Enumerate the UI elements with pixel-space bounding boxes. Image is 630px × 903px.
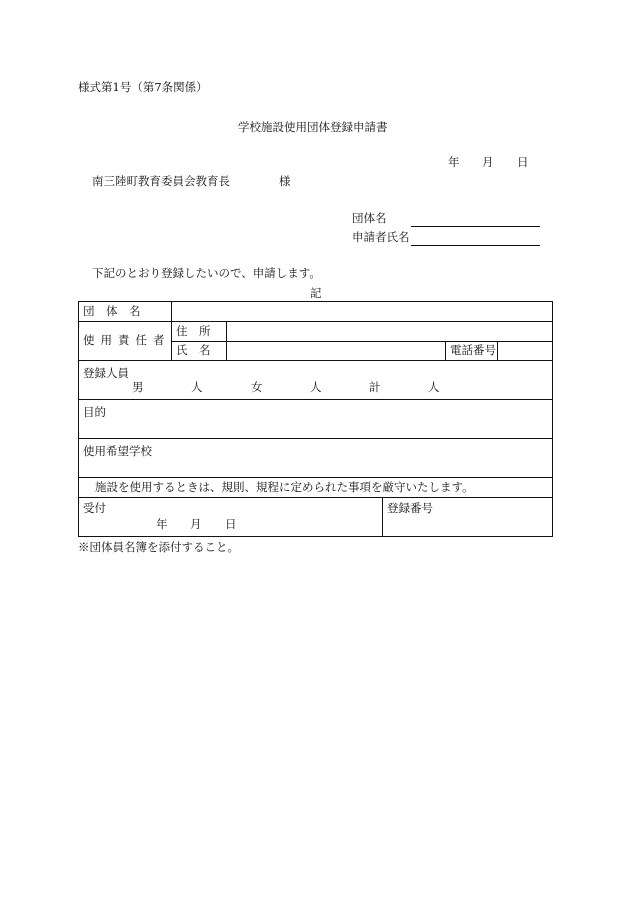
desired-school-field[interactable]	[79, 439, 553, 478]
name-field[interactable]	[227, 342, 446, 361]
group-name-label-cell	[79, 302, 172, 322]
female-label: 女	[251, 379, 263, 394]
male-unit: 人	[191, 379, 203, 394]
date-year: 年	[448, 155, 460, 169]
footnote: ※団体員名簿を添付すること。	[78, 540, 239, 554]
group-name-cell-label: 団 体 名	[83, 303, 141, 318]
ki-label: 記	[310, 286, 322, 300]
pledge-text: 施設を使用するときは、規則、規程に定められた事項を厳守いたします。	[95, 479, 474, 494]
group-name-line[interactable]	[411, 226, 540, 227]
reception-year: 年	[156, 516, 168, 531]
purpose-label: 目的	[83, 405, 106, 419]
male-label: 男	[132, 379, 144, 394]
responsible-person-label-cell	[79, 322, 172, 361]
purpose-field[interactable]	[79, 400, 553, 439]
address-field[interactable]	[227, 322, 553, 342]
application-table	[78, 301, 553, 537]
date-month: 月	[482, 155, 494, 169]
female-unit: 人	[310, 379, 322, 394]
reception-label: 受付	[83, 501, 106, 515]
applicant-name-line[interactable]	[411, 245, 540, 246]
reception-day: 日	[225, 516, 237, 531]
recipient: 南三陸町教育委員会教育長	[92, 174, 230, 188]
members-label: 登録人員	[83, 366, 129, 380]
honorific: 様	[279, 174, 291, 188]
desired-school-label: 使用希望学校	[83, 444, 152, 458]
responsible-person-label: 使用責任者	[83, 333, 171, 348]
phone-label: 電話番号	[450, 343, 496, 358]
reception-cell	[79, 498, 383, 537]
registration-number-label: 登録番号	[387, 501, 433, 515]
pledge-cell	[79, 478, 553, 498]
total-unit: 人	[428, 379, 440, 394]
phone-label-cell	[446, 342, 498, 361]
reception-month: 月	[190, 516, 202, 531]
form-number: 様式第1号（第7条関係）	[78, 80, 208, 94]
date-day: 日	[517, 155, 529, 169]
phone-field[interactable]	[498, 342, 553, 361]
total-label: 計	[369, 379, 381, 394]
applicant-name-label: 申請者氏名	[352, 230, 410, 244]
members-cell	[79, 361, 553, 400]
name-label: 氏 名	[176, 343, 211, 358]
intro-text: 下記のとおり登録したいので、申請します。	[92, 266, 321, 280]
address-label: 住 所	[176, 323, 211, 338]
name-label-cell	[172, 342, 227, 361]
address-label-cell	[172, 322, 227, 342]
group-name-label: 団体名	[352, 211, 387, 225]
group-name-field[interactable]	[172, 302, 553, 322]
registration-number-cell	[383, 498, 553, 537]
document-title: 学校施設使用団体登録申請書	[238, 120, 388, 134]
